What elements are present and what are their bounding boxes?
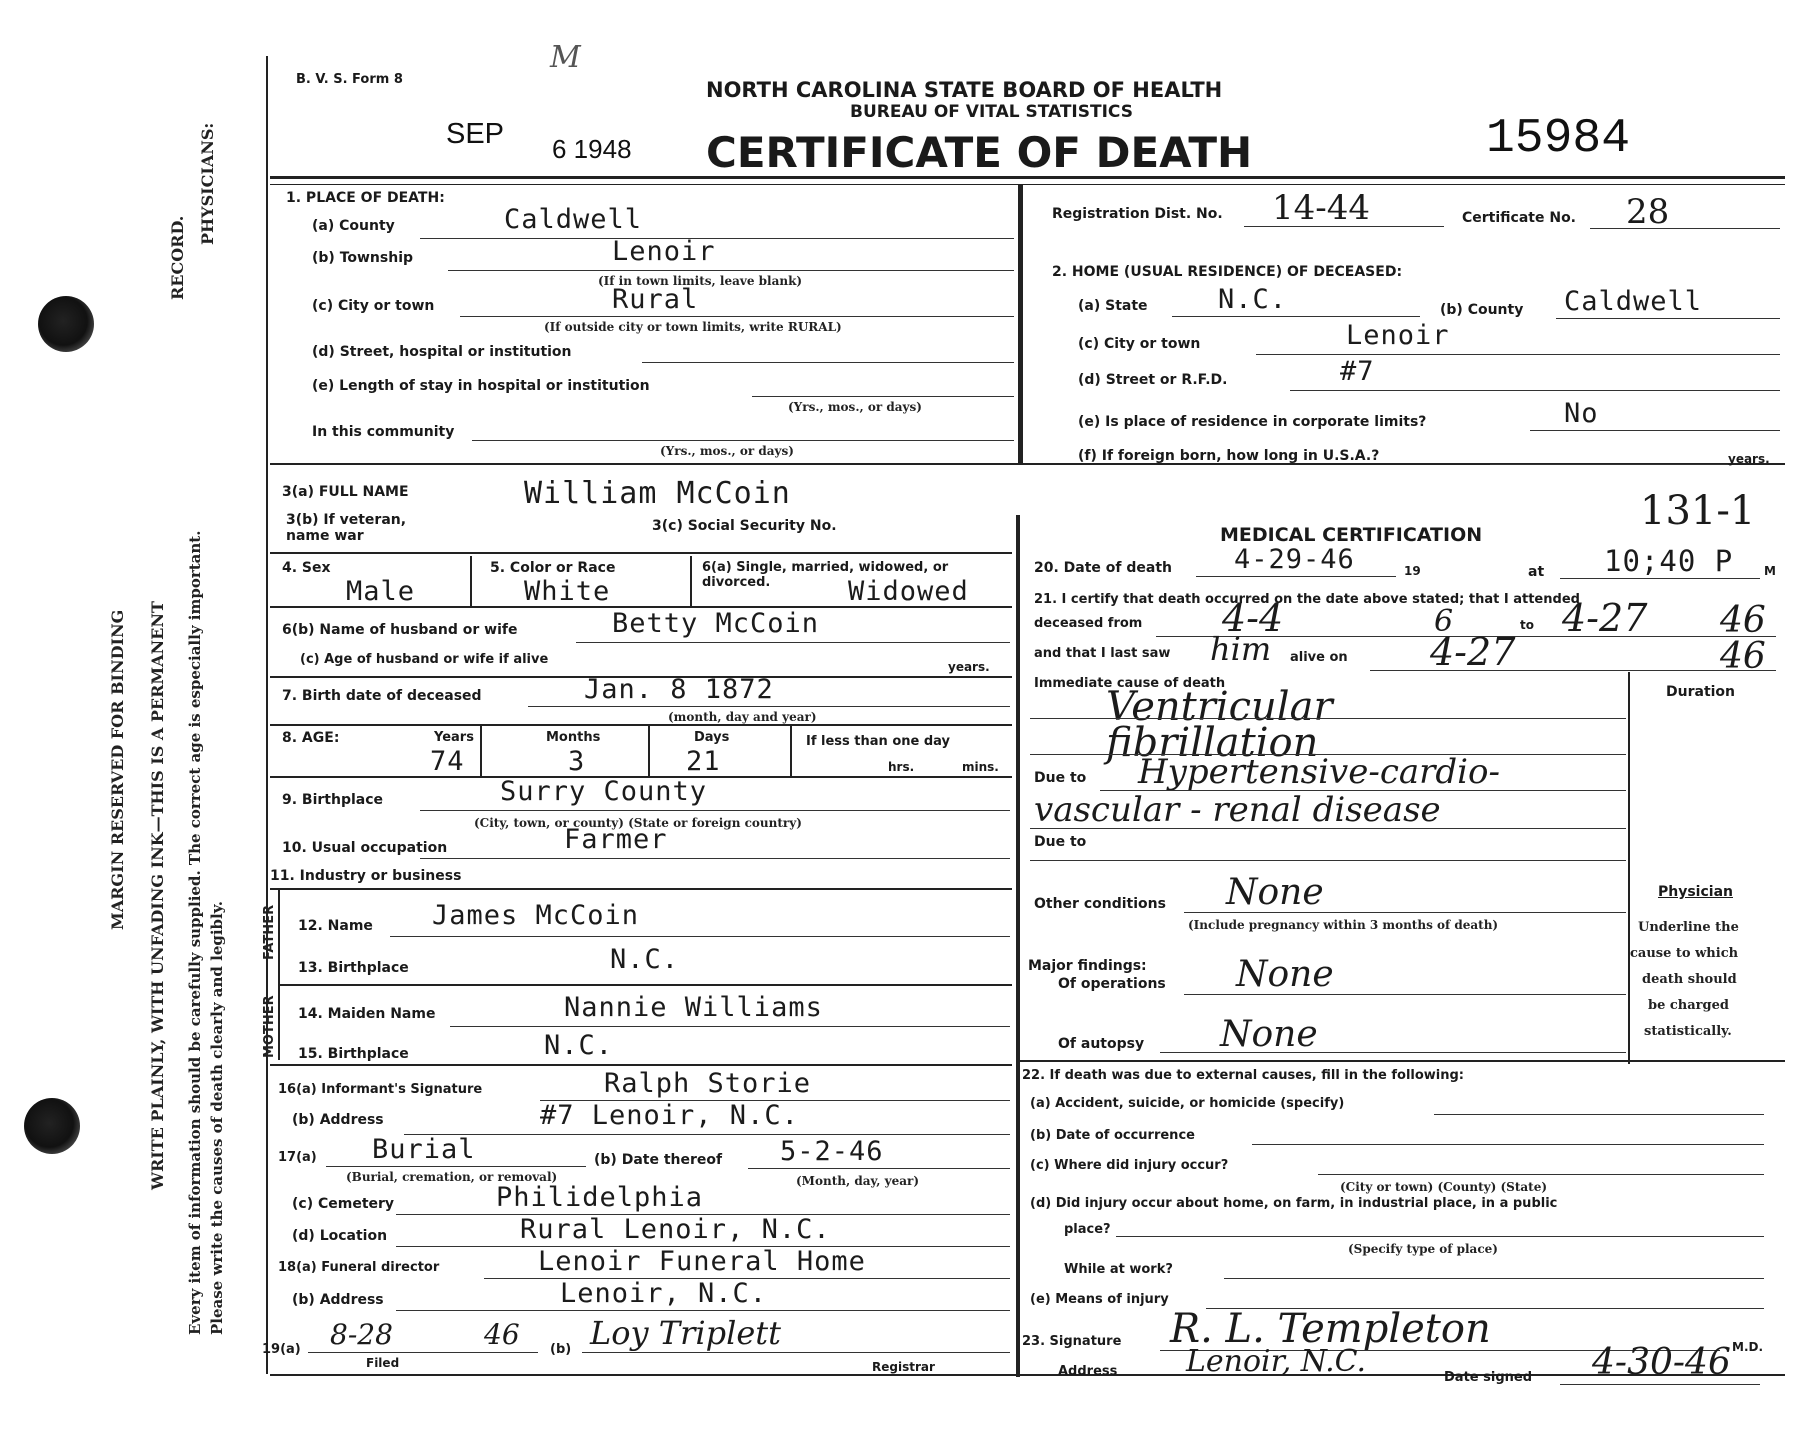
informant-address-label: (b) Address xyxy=(292,1112,384,1128)
disposition-method-label: 17(a) xyxy=(278,1150,317,1165)
location-label: (d) Location xyxy=(292,1228,388,1244)
place-label: place? xyxy=(1064,1222,1111,1237)
binding-hole-top xyxy=(38,296,94,352)
margin-physicians-text: PHYSICIANS: xyxy=(198,122,217,245)
place-township-line xyxy=(448,270,1014,271)
disposition-method-hint: (Burial, cremation, or removal) xyxy=(346,1170,558,1184)
father-birthplace-value: N.C. xyxy=(610,944,680,975)
death-date-line xyxy=(1196,576,1396,577)
date-signed-label: Date signed xyxy=(1444,1370,1532,1385)
spouse-label: 6(b) Name of husband or wife xyxy=(282,622,518,638)
place-county-value: Caldwell xyxy=(504,204,643,235)
informant-address-value: #7 Lenoir, N.C. xyxy=(540,1100,799,1131)
place-county-line xyxy=(420,238,1014,239)
margin-record-text: RECORD. xyxy=(168,215,187,300)
funeral-director-value: Lenoir Funeral Home xyxy=(538,1246,866,1277)
home-years-label: years. xyxy=(1728,452,1770,466)
home-county-line xyxy=(1556,318,1780,319)
registrar-word: Registrar xyxy=(872,1360,935,1374)
place-community-label: In this community xyxy=(312,424,455,440)
row-rule-birth xyxy=(270,724,1012,726)
operations-value: None xyxy=(1236,954,1334,995)
attended-from-value: 4-4 xyxy=(1222,596,1284,640)
mother-name-value: Nannie Williams xyxy=(564,992,823,1023)
place-community-line xyxy=(472,440,1014,441)
immediate-cause-label: Immediate cause of death xyxy=(1034,676,1226,691)
cemetery-value: Philidelphia xyxy=(496,1182,704,1213)
medical-heading: MEDICAL CERTIFICATION xyxy=(1220,524,1483,546)
registrar-line xyxy=(582,1352,1010,1353)
autopsy-line xyxy=(1160,1052,1626,1053)
certificate-no-line xyxy=(1590,228,1780,229)
signature-label: 23. Signature xyxy=(1022,1334,1122,1349)
alive-on-year: 46 xyxy=(1720,636,1766,677)
ssn-label: 3(c) Social Security No. xyxy=(652,518,837,534)
death-date-value: 4-29-46 xyxy=(1234,544,1355,575)
certificate-no-value: 28 xyxy=(1626,192,1670,232)
age-divider-3 xyxy=(790,726,792,776)
death-nineteen: 19 xyxy=(1404,564,1421,578)
sex-label: 4. Sex xyxy=(282,560,331,576)
disposition-method-value: Burial xyxy=(372,1134,476,1165)
header-rule-2 xyxy=(270,184,1785,185)
home-city-label: (c) City or town xyxy=(1078,336,1201,352)
due-to-cause-2: vascular - renal disease xyxy=(1034,790,1441,830)
board-name: NORTH CAROLINA STATE BOARD OF HEALTH xyxy=(706,78,1223,102)
home-foreign-label: (f) If foreign born, how long in U.S.A.? xyxy=(1078,448,1380,464)
form-bottom-border xyxy=(270,1374,1785,1376)
other-conditions-line xyxy=(1184,912,1626,913)
place-line xyxy=(1116,1236,1764,1237)
certificate-number: 15984 xyxy=(1486,112,1631,166)
age-label: 8. AGE: xyxy=(282,730,340,746)
binding-hole-bottom xyxy=(24,1098,80,1154)
race-divider xyxy=(690,556,692,606)
age-mins-label: mins. xyxy=(962,760,999,774)
disposition-date-label: (b) Date thereof xyxy=(594,1152,723,1168)
physician-note-5: statistically. xyxy=(1644,1024,1732,1039)
age-months-value: 3 xyxy=(568,746,586,777)
funeral-director-label: 18(a) Funeral director xyxy=(278,1260,440,1275)
center-divider-bottom xyxy=(1016,515,1020,1377)
last-saw-label: and that I last saw xyxy=(1034,646,1171,661)
received-stamp-month: SEP xyxy=(446,118,505,150)
attended-from-label: deceased from xyxy=(1034,616,1143,631)
age-divider-2 xyxy=(648,726,650,776)
home-foreign-line xyxy=(1490,464,1728,465)
cause-line-5 xyxy=(1030,860,1626,861)
home-limits-line xyxy=(1530,430,1780,431)
place-township-value: Lenoir xyxy=(612,236,716,267)
funeral-address-line xyxy=(396,1310,1010,1311)
informant-address-line xyxy=(404,1134,1010,1135)
immediate-cause-1: Ventricular xyxy=(1106,684,1333,730)
disposition-date-line xyxy=(748,1168,1010,1169)
informant-label: 16(a) Informant's Signature xyxy=(278,1082,483,1097)
other-conditions-label: Other conditions xyxy=(1034,896,1166,912)
immediate-cause-2: fibrillation xyxy=(1106,720,1319,766)
spouse-age-years: years. xyxy=(948,660,990,674)
alive-on-label: alive on xyxy=(1290,650,1348,665)
received-stamp-date: 6 1948 xyxy=(552,134,632,164)
father-name-label: 12. Name xyxy=(298,918,373,934)
funeral-address-value: Lenoir, N.C. xyxy=(560,1278,768,1309)
where-hint: (City or town) (County) (State) xyxy=(1340,1180,1548,1194)
death-time-value: 10;40 P xyxy=(1604,544,1734,578)
work-label: While at work? xyxy=(1064,1262,1173,1277)
duration-column-divider xyxy=(1628,672,1630,1064)
occurrence-line xyxy=(1252,1144,1764,1145)
home-state-label: (a) State xyxy=(1078,298,1148,314)
veteran-label: 3(b) If veteran, name war xyxy=(286,512,407,544)
death-time-line xyxy=(1560,578,1760,579)
form-id: B. V. S. Form 8 xyxy=(296,72,403,87)
spouse-line xyxy=(576,642,1010,643)
father-word: FATHER xyxy=(262,904,277,960)
margin-instruction-2: Please write the causes of death clearly and legibly. xyxy=(208,901,226,1335)
fullname-value: William McCoin xyxy=(524,476,791,511)
place-stay-line xyxy=(752,396,1014,397)
age-years-value: 74 xyxy=(430,746,465,777)
place-city-value: Rural xyxy=(612,284,699,315)
registrar-signature: Loy Triplett xyxy=(590,1314,782,1352)
place-county-label: (a) County xyxy=(312,218,395,234)
signature-md: M.D. xyxy=(1732,1340,1764,1354)
marital-value: Widowed xyxy=(848,576,969,607)
place-street-line xyxy=(642,362,1014,363)
registrar-label: (b) xyxy=(550,1342,572,1357)
home-street-value: #7 xyxy=(1340,356,1375,387)
attended-from-year: 6 xyxy=(1434,604,1454,639)
cause-line-1 xyxy=(1030,718,1626,719)
death-date-label: 20. Date of death xyxy=(1034,560,1173,576)
registration-dist-value: 14-44 xyxy=(1272,188,1371,228)
accident-label: (a) Accident, suicide, or homicide (specify) xyxy=(1030,1096,1345,1111)
physician-note-3: death should xyxy=(1642,972,1737,987)
accident-line xyxy=(1434,1114,1764,1115)
other-conditions-value: None xyxy=(1226,872,1324,913)
birthdate-line xyxy=(528,706,1010,707)
mother-name-line xyxy=(450,1026,1010,1027)
medical-margin-note: 131-1 xyxy=(1640,488,1756,534)
place-stay-label: (e) Length of stay in hospital or institution xyxy=(312,378,650,394)
major-findings-label: Major findings: xyxy=(1028,958,1147,974)
home-state-value: N.C. xyxy=(1218,284,1288,315)
work-line xyxy=(1224,1278,1764,1279)
row-rule-autopsy xyxy=(1018,1060,1785,1062)
age-less-day-label: If less than one day xyxy=(806,734,950,749)
cemetery-label: (c) Cemetery xyxy=(292,1196,395,1212)
industry-label: 11. Industry or business xyxy=(270,868,462,884)
spouse-age-label: (c) Age of husband or wife if alive xyxy=(300,652,549,667)
race-value: White xyxy=(524,576,611,607)
home-state-line xyxy=(1172,316,1420,317)
date-signed-value: 4-30-46 xyxy=(1592,1342,1731,1383)
sex-value: Male xyxy=(346,576,416,607)
sex-divider xyxy=(470,556,472,606)
duration-label: Duration xyxy=(1666,684,1736,700)
mother-word: MOTHER xyxy=(262,995,277,1058)
due-to-label-2: Due to xyxy=(1034,834,1087,850)
filed-label: 19(a) xyxy=(262,1342,301,1357)
home-street-line xyxy=(1290,390,1780,391)
age-months-label: Months xyxy=(546,730,601,745)
form-left-border xyxy=(266,56,268,1374)
where-label: (c) Where did injury occur? xyxy=(1030,1158,1229,1173)
birthplace-hint: (City, town, or county) (State or foreign country) xyxy=(474,816,802,830)
occupation-label: 10. Usual occupation xyxy=(282,840,448,856)
occurrence-label: (b) Date of occurrence xyxy=(1030,1128,1195,1143)
row-rule-father xyxy=(280,984,1012,986)
father-birthplace-label: 13. Birthplace xyxy=(298,960,409,976)
informant-value: Ralph Storie xyxy=(604,1068,812,1099)
home-city-value: Lenoir xyxy=(1346,320,1450,351)
home-street-label: (d) Street or R.F.D. xyxy=(1078,372,1228,388)
place-township-hint: (If in town limits, leave blank) xyxy=(598,274,803,288)
location-value: Rural Lenoir, N.C. xyxy=(520,1214,831,1245)
certificate-no-label: Certificate No. xyxy=(1462,210,1577,226)
center-divider-top xyxy=(1018,184,1023,464)
registration-dist-label: Registration Dist. No. xyxy=(1052,206,1223,222)
autopsy-label: Of autopsy xyxy=(1058,1036,1145,1052)
where-line xyxy=(1318,1174,1764,1175)
place-city-line xyxy=(460,316,1014,317)
attended-to-label: to xyxy=(1520,618,1534,632)
home-county-label: (b) County xyxy=(1440,302,1524,318)
disposition-date-value: 5-2-46 xyxy=(780,1136,884,1167)
alive-on-value: 4-27 xyxy=(1430,630,1516,674)
home-heading: 2. HOME (USUAL RESIDENCE) OF DECEASED: xyxy=(1052,264,1403,280)
race-label: 5. Color or Race xyxy=(490,560,616,576)
place-township-label: (b) Township xyxy=(312,250,414,266)
certificate-title: CERTIFICATE OF DEATH xyxy=(706,128,1253,177)
home-county-value: Caldwell xyxy=(1564,286,1703,317)
header-scribble: M xyxy=(550,40,581,75)
margin-ink-text: WRITE PLAINLY, WITH UNFADING INK—THIS IS A PERMANENT xyxy=(148,601,167,1190)
spouse-value: Betty McCoin xyxy=(612,608,820,639)
birthdate-label: 7. Birth date of deceased xyxy=(282,688,482,704)
disposition-method-line xyxy=(326,1166,586,1167)
cause-line-4 xyxy=(1030,828,1626,829)
mother-birthplace-value: N.C. xyxy=(544,1030,614,1061)
age-days-value: 21 xyxy=(686,746,721,777)
home-injury-label: (d) Did injury occur about home, on farm, in industrial place, in a public xyxy=(1030,1196,1558,1211)
father-name-value: James McCoin xyxy=(432,900,640,931)
alive-line xyxy=(1370,670,1776,671)
birthplace-label: 9. Birthplace xyxy=(282,792,384,808)
place-community-hint: (Yrs., mos., or days) xyxy=(660,444,794,458)
fullname-label: 3(a) FULL NAME xyxy=(282,484,409,500)
certify-text: 21. I certify that death occurred on the date above stated; that I attended xyxy=(1034,592,1580,607)
other-conditions-hint: (Include pregnancy within 3 months of death) xyxy=(1188,918,1499,932)
age-divider-1 xyxy=(480,726,482,776)
last-saw-him: him xyxy=(1210,630,1272,668)
birthplace-line xyxy=(420,810,1010,811)
marital-label: 6(a) Single, married, widowed, or divorced. xyxy=(702,560,949,590)
registration-dist-line xyxy=(1244,226,1444,227)
signer-address-value: Lenoir, N.C. xyxy=(1186,1344,1367,1379)
age-days-label: Days xyxy=(694,730,730,745)
means-label: (e) Means of injury xyxy=(1030,1292,1169,1307)
physician-note-1: Underline the xyxy=(1638,920,1739,935)
place-street-label: (d) Street, hospital or institution xyxy=(312,344,572,360)
filed-word: Filed xyxy=(366,1356,400,1370)
operations-line xyxy=(1184,994,1626,995)
father-name-line xyxy=(390,936,1010,937)
row-rule-veteran xyxy=(270,552,1012,554)
home-city-line xyxy=(1256,354,1780,355)
place-heading: 1. PLACE OF DEATH: xyxy=(286,190,445,206)
age-years-label: Years xyxy=(434,730,474,745)
place-city-hint: (If outside city or town limits, write RURAL) xyxy=(544,320,842,334)
death-at: at xyxy=(1528,564,1545,580)
filed-year-value: 46 xyxy=(484,1318,520,1351)
physician-note-4: be charged xyxy=(1648,998,1729,1013)
margin-binding-text: MARGIN RESERVED FOR BINDING xyxy=(108,609,127,930)
home-limits-label: (e) Is place of residence in corporate limits? xyxy=(1078,414,1427,430)
physician-signature: R. L. Templeton xyxy=(1170,1306,1491,1352)
funeral-address-label: (b) Address xyxy=(292,1292,384,1308)
attended-to-value: 4-27 xyxy=(1562,596,1648,640)
attended-to-year: 46 xyxy=(1720,600,1766,641)
place-stay-hint: (Yrs., mos., or days) xyxy=(788,400,922,414)
row-rule-industry xyxy=(270,888,1012,890)
disposition-date-hint: (Month, day, year) xyxy=(796,1174,920,1188)
home-limits-value: No xyxy=(1564,398,1599,429)
due-to-label-1: Due to xyxy=(1034,770,1087,786)
physician-heading: Physician xyxy=(1658,884,1733,900)
place-hint: (Specify type of place) xyxy=(1348,1242,1498,1256)
place-city-label: (c) City or town xyxy=(312,298,435,314)
occupation-line xyxy=(420,858,1010,859)
margin-instruction-1: Every item of information should be carefully supplied. The correct age is especially important. xyxy=(186,530,204,1335)
mother-name-label: 14. Maiden Name xyxy=(298,1006,436,1022)
physician-note-2: cause to which xyxy=(1630,946,1739,961)
date-signed-line xyxy=(1560,1384,1760,1385)
autopsy-value: None xyxy=(1220,1014,1318,1055)
external-causes-heading: 22. If death was due to external causes, fill in the following: xyxy=(1022,1068,1465,1083)
death-m: M xyxy=(1764,564,1776,578)
bureau-name: BUREAU OF VITAL STATISTICS xyxy=(850,102,1133,122)
birthdate-hint: (month, day and year) xyxy=(668,710,817,724)
age-hrs-label: hrs. xyxy=(888,760,915,774)
occupation-value: Farmer xyxy=(564,824,668,855)
parents-divider xyxy=(278,890,280,1060)
mother-birthplace-label: 15. Birthplace xyxy=(298,1046,409,1062)
filed-line xyxy=(308,1352,538,1353)
row-rule-mother xyxy=(270,1064,1012,1066)
operations-label: Of operations xyxy=(1058,976,1166,992)
signer-address-label: Address xyxy=(1058,1364,1118,1379)
birthplace-value: Surry County xyxy=(500,776,708,807)
filed-date-value: 8-28 xyxy=(330,1318,393,1351)
due-to-cause-1: Hypertensive-cardio- xyxy=(1138,752,1500,792)
birthdate-value: Jan. 8 1872 xyxy=(584,674,774,705)
